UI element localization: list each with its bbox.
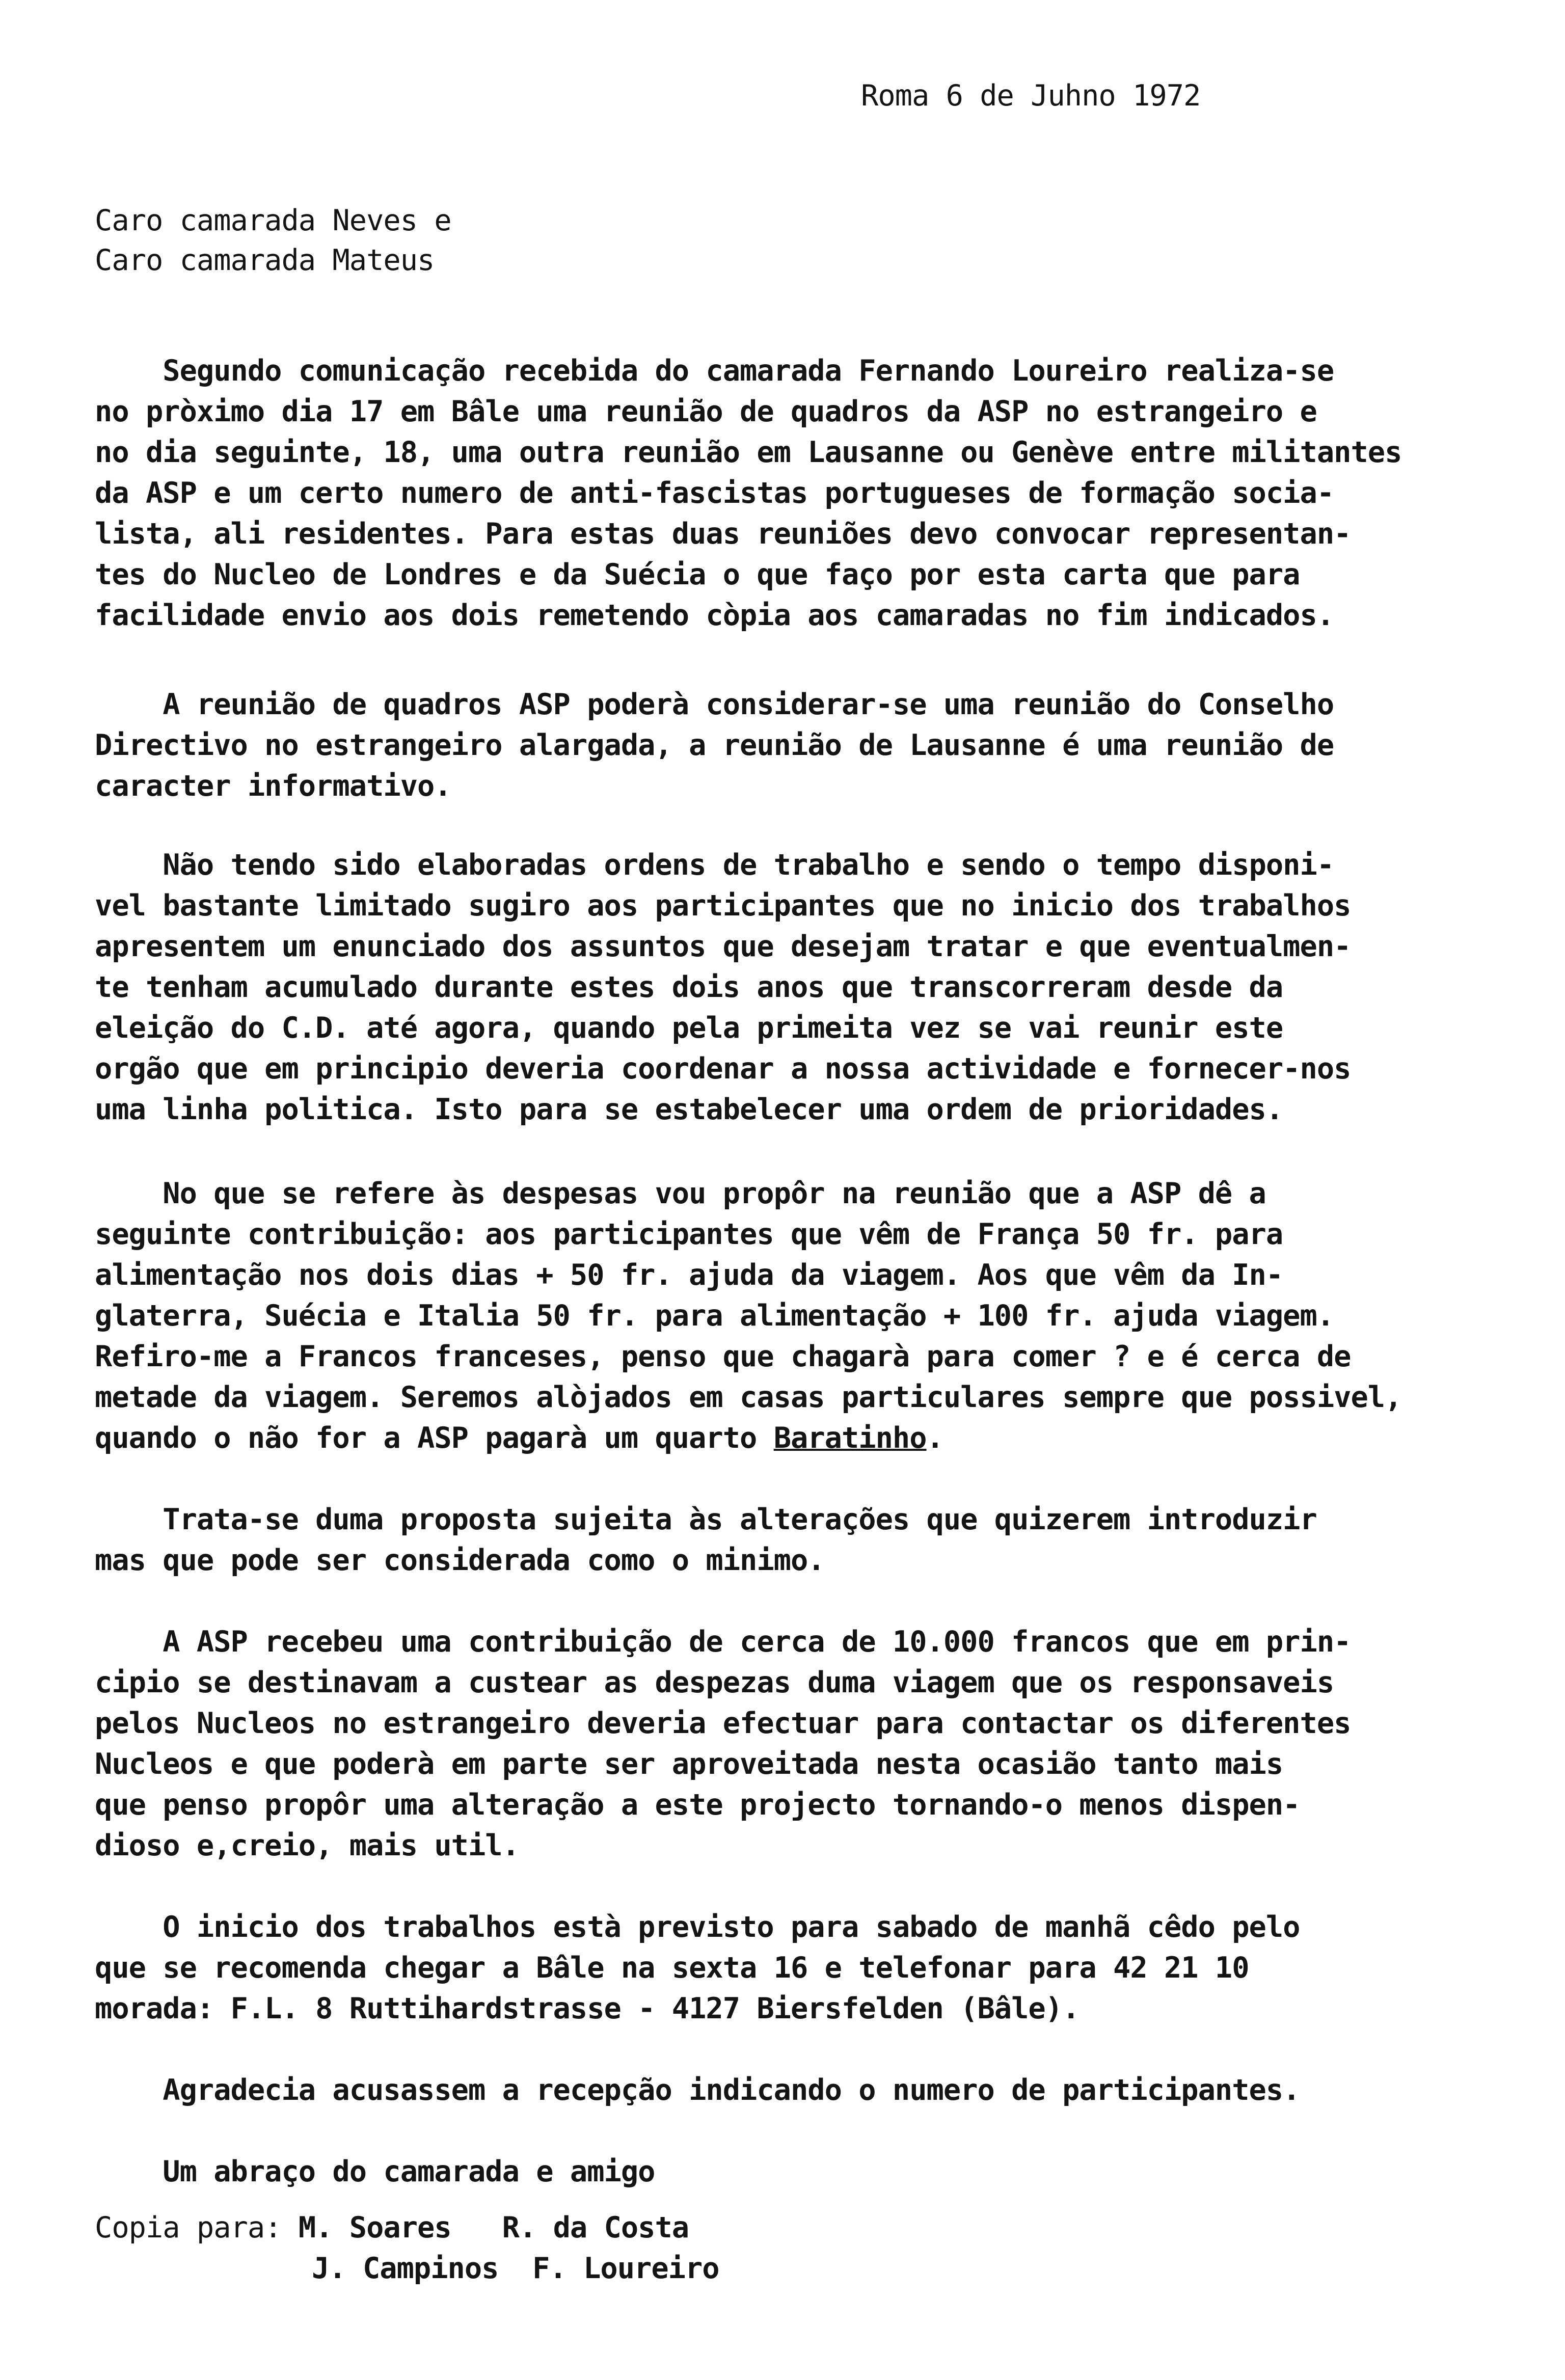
underlined-word: Baratinho: [773, 1421, 927, 1455]
paragraph-4-line: glaterra, Suécia e Italia 50 fr. para alimentação + 100 fr. ajuda viagem.: [95, 1299, 1334, 1333]
paragraph-6-line: cipio se destinavam a custear as despezas duma viagem que os responsaveis: [95, 1666, 1334, 1699]
paragraph-1-line: facilidade envio aos dois remetendo còpia aos camaradas no fim indicados.: [95, 599, 1334, 632]
paragraph-4-line: No que se refere às despesas vou propôr na reunião que a ASP dê a: [95, 1177, 1266, 1210]
copies-label: Copia para:: [95, 2211, 282, 2244]
paragraph-1-line: tes do Nucleo de Londres e da Suécia o que faço por esta carta que para: [95, 558, 1300, 591]
paragraph-4-last-line: [95, 1421, 943, 1455]
paragraph-2-line: Directivo no estrangeiro alargada, a reunião de Lausanne é uma reunião de: [95, 728, 1334, 762]
paragraph-3-line: Não tendo sido elaboradas ordens de trabalho e sendo o tempo disponi-: [95, 848, 1334, 882]
paragraph-3-line: vel bastante limitado sugiro aos participantes que no inicio dos trabalhos: [95, 889, 1351, 923]
paragraph-1-line: da ASP e um certo numero de anti-fascistas portugueses de formação socia-: [95, 476, 1334, 510]
paragraph-1-line: no dia seguinte, 18, uma outra reunião em Lausanne ou Genève entre militantes: [95, 436, 1402, 469]
paragraph-1-line: lista, ali residentes. Para estas duas reuniões devo convocar representan-: [95, 517, 1351, 551]
paragraph-4-line-text: quando o não for a ASP pagarà um quarto: [95, 1421, 774, 1455]
copies-recipients: M. Soares R. da Costa: [298, 2211, 689, 2244]
paragraph-2-line: caracter informativo.: [95, 769, 451, 803]
sign-off-line: Um abraço do camarada e amigo: [95, 2155, 655, 2188]
paragraph-7-line: O inicio dos trabalhos està previsto para sabado de manhã cêdo pelo: [95, 1910, 1300, 1944]
paragraph-6-line: pelos Nucleos no estrangeiro deveria efectuar para contactar os diferentes: [95, 1707, 1351, 1740]
sentence-period: .: [926, 1421, 943, 1455]
paragraph-4-line: metade da viagem. Seremos alòjados em casas particulares sempre que possivel,: [95, 1381, 1402, 1414]
paragraph-1-line: no pròximo dia 17 em Bâle uma reunião de quadros da ASP no estrangeiro e: [95, 395, 1317, 428]
salutation-line: Caro camarada Mateus: [95, 244, 435, 277]
paragraph-6-line: dioso e,creio, mais util.: [95, 1829, 519, 1862]
paragraph-7-line: que se recomenda chegar a Bâle na sexta 16 e telefonar para 42 21 10: [95, 1951, 1249, 1985]
paragraph-4-line: Refiro-me a Francos franceses, penso que chagarà para comer ? e é cerca de: [95, 1340, 1351, 1373]
paragraph-3-line: apresentem um enunciado dos assuntos que desejam tratar e que eventualmen-: [95, 930, 1351, 963]
paragraph-3-line: orgão que em principio deveria coordenar a nossa actividade e fornecer-nos: [95, 1052, 1351, 1086]
closing-request-line: Agradecia acusassem a recepção indicando o numero de participantes.: [95, 2073, 1300, 2107]
paragraph-6-line: Nucleos e que poderà em parte ser aproveitada nesta ocasião tanto mais: [95, 1747, 1283, 1781]
paragraph-3-line: uma linha politica. Isto para se estabelecer uma ordem de prioridades.: [95, 1093, 1283, 1126]
letter-date: Roma 6 de Juhno 1972: [861, 79, 1201, 113]
salutation-line: Caro camarada Neves e: [95, 204, 451, 237]
paragraph-1-line: Segundo comunicação recebida do camarada Fernando Loureiro realiza-se: [95, 354, 1334, 388]
paragraph-5-line: Trata-se duma proposta sujeita às alterações que quizerem introduzir: [95, 1503, 1317, 1536]
paragraph-6-line: A ASP recebeu uma contribuição de cerca de 10.000 francos que em prin-: [95, 1625, 1351, 1659]
copies-line-1: [95, 2213, 689, 2242]
copies-line-2: J. Campinos F. Loureiro: [312, 2252, 719, 2285]
paragraph-6-line: que penso propôr uma alteração a este projecto tornando-o menos dispen-: [95, 1788, 1300, 1822]
paragraph-4-line: seguinte contribuição: aos participantes que vêm de França 50 fr. para: [95, 1218, 1283, 1251]
paragraph-3-line: eleição do C.D. até agora, quando pela primeita vez se vai reunir este: [95, 1011, 1283, 1045]
paragraph-2-line: A reunião de quadros ASP poderà considerar-se uma reunião do Conselho: [95, 688, 1334, 721]
paragraph-7-line: morada: F.L. 8 Ruttihardstrasse - 4127 Biersfelden (Bâle).: [95, 1992, 1080, 2025]
paragraph-4-line: alimentação nos dois dias + 50 fr. ajuda da viagem. Aos que vêm da In-: [95, 1258, 1283, 1292]
paragraph-5-line: mas que pode ser considerada como o minimo.: [95, 1544, 825, 1577]
paragraph-3-line: te tenham acumulado durante estes dois anos que transcorreram desde da: [95, 970, 1283, 1004]
